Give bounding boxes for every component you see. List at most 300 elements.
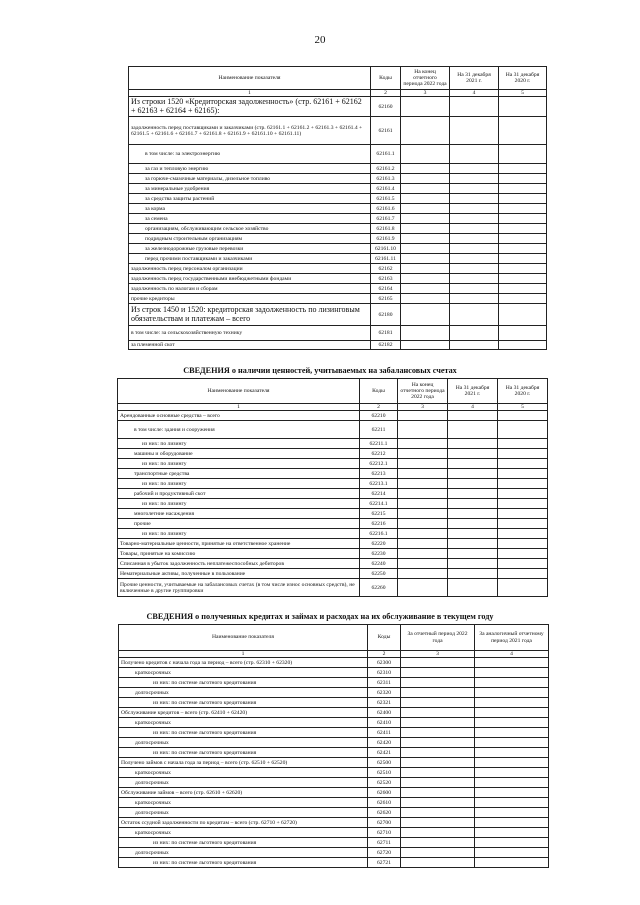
row-code: 62212 xyxy=(360,449,398,459)
value-cell xyxy=(499,254,547,264)
value-cell xyxy=(450,254,499,264)
value-cell xyxy=(475,678,549,688)
value-cell xyxy=(498,519,548,529)
value-cell xyxy=(401,688,475,698)
row-label: Арендованные основные средства – всего xyxy=(118,411,360,421)
row-code: 62420 xyxy=(368,738,401,748)
col-num-1: 1 xyxy=(119,651,368,658)
value-cell xyxy=(401,294,450,304)
row-code: 62260 xyxy=(360,579,398,597)
table-row xyxy=(129,194,547,204)
value-cell xyxy=(498,411,548,421)
value-cell xyxy=(398,411,448,421)
row-label: долгосрочных xyxy=(119,808,368,818)
table-row xyxy=(118,411,548,421)
header-period-2021: За аналогичный отчетному период 2021 года xyxy=(475,625,549,651)
value-cell xyxy=(475,658,549,668)
value-cell xyxy=(448,499,498,509)
row-code: 62311 xyxy=(368,678,401,688)
value-cell xyxy=(450,244,499,254)
value-cell xyxy=(401,97,450,117)
table-row xyxy=(129,284,547,294)
value-cell xyxy=(498,549,548,559)
value-cell xyxy=(448,529,498,539)
off-balance-title: СВЕДЕНИЯ о наличии ценностей, учитываемых на забалансовых счетах xyxy=(183,366,457,375)
value-cell xyxy=(398,549,448,559)
value-cell xyxy=(448,569,498,579)
row-label: машины и оборудование xyxy=(118,449,360,459)
table-row xyxy=(119,818,549,828)
value-cell xyxy=(498,509,548,519)
value-cell xyxy=(475,808,549,818)
value-cell xyxy=(450,224,499,234)
row-code: 62400 xyxy=(368,708,401,718)
value-cell xyxy=(448,469,498,479)
value-cell xyxy=(475,738,549,748)
row-code: 62164 xyxy=(371,284,401,294)
row-label: долгосрочных xyxy=(119,778,368,788)
row-label: за газ и тепловую энергию xyxy=(129,164,371,174)
value-cell xyxy=(450,194,499,204)
row-code: 62510 xyxy=(368,768,401,778)
table-row xyxy=(118,449,548,459)
col-num-2: 2 xyxy=(360,404,398,411)
value-cell xyxy=(398,519,448,529)
value-cell xyxy=(498,421,548,439)
value-cell xyxy=(398,489,448,499)
header-period-2022: За отчетный период 2022 года xyxy=(401,625,475,651)
value-cell xyxy=(401,768,475,778)
table-row xyxy=(129,294,547,304)
col-num-3: 3 xyxy=(401,651,475,658)
value-cell xyxy=(450,164,499,174)
header-dec-2020: На 31 декабря 2020 г. xyxy=(499,67,547,90)
table-row xyxy=(129,204,547,214)
row-label: организациям, обслуживающим сельское хозяйство xyxy=(129,224,371,234)
table-row xyxy=(129,254,547,264)
table-row xyxy=(118,559,548,569)
row-label: транспортные средства xyxy=(118,469,360,479)
value-cell xyxy=(398,469,448,479)
table-row xyxy=(118,509,548,519)
value-cell xyxy=(475,748,549,758)
table-row xyxy=(119,728,549,738)
row-code: 62720 xyxy=(368,848,401,858)
value-cell xyxy=(499,145,547,164)
value-cell xyxy=(498,479,548,489)
row-label: Нематериальные активы, полученные в пользование xyxy=(118,569,360,579)
col-num-4: 4 xyxy=(450,90,499,97)
row-label: Из строк 1450 и 1520: кредиторская задолженность по лизинговым обязательствам и платежам – всего xyxy=(129,304,371,326)
row-label: в том числе: здания и сооружения xyxy=(118,421,360,439)
col-num-2: 2 xyxy=(371,90,401,97)
value-cell xyxy=(475,788,549,798)
table-row xyxy=(119,708,549,718)
value-cell xyxy=(498,439,548,449)
row-label: из них: по лизингу xyxy=(118,439,360,449)
table-row xyxy=(129,274,547,284)
value-cell xyxy=(475,698,549,708)
value-cell xyxy=(448,439,498,449)
header-name: Наименование показателя xyxy=(119,625,368,651)
row-code: 62161.3 xyxy=(371,174,401,184)
row-label: краткосрочных xyxy=(119,828,368,838)
value-cell xyxy=(475,798,549,808)
value-cell xyxy=(401,145,450,164)
row-label: из них: по системе льготного кредитования xyxy=(119,678,368,688)
value-cell xyxy=(498,569,548,579)
value-cell xyxy=(448,579,498,597)
value-cell xyxy=(401,174,450,184)
value-cell xyxy=(475,768,549,778)
table-row xyxy=(119,658,549,668)
col-num-5: 5 xyxy=(499,90,547,97)
value-cell xyxy=(401,838,475,848)
value-cell xyxy=(475,848,549,858)
table-row xyxy=(129,184,547,194)
value-cell xyxy=(499,184,547,194)
row-label: задолженность перед персоналом организации xyxy=(129,264,371,274)
value-cell xyxy=(401,224,450,234)
row-code: 62161.8 xyxy=(371,224,401,234)
row-label: прочие xyxy=(118,519,360,529)
value-cell xyxy=(398,579,448,597)
value-cell xyxy=(398,569,448,579)
accounts-payable-table xyxy=(128,66,547,350)
table-row xyxy=(129,145,547,164)
value-cell xyxy=(401,848,475,858)
table-row xyxy=(119,688,549,698)
value-cell xyxy=(499,164,547,174)
value-cell xyxy=(499,117,547,145)
row-code: 62182 xyxy=(371,341,401,350)
value-cell xyxy=(448,479,498,489)
row-code: 62710 xyxy=(368,828,401,838)
row-label: прочие кредиторы xyxy=(129,294,371,304)
value-cell xyxy=(448,519,498,529)
value-cell xyxy=(499,214,547,224)
value-cell xyxy=(450,274,499,284)
value-cell xyxy=(498,459,548,469)
value-cell xyxy=(401,326,450,341)
value-cell xyxy=(499,304,547,326)
row-code: 62610 xyxy=(368,798,401,808)
value-cell xyxy=(398,449,448,459)
value-cell xyxy=(498,529,548,539)
value-cell xyxy=(475,708,549,718)
value-cell xyxy=(401,164,450,174)
column-number-row xyxy=(118,404,548,411)
col-num-2: 2 xyxy=(368,651,401,658)
table-row xyxy=(129,326,547,341)
table-row xyxy=(119,768,549,778)
value-cell xyxy=(475,718,549,728)
col-num-4: 4 xyxy=(475,651,549,658)
value-cell xyxy=(499,294,547,304)
table-row xyxy=(129,304,547,326)
value-cell xyxy=(450,294,499,304)
header-row xyxy=(119,625,549,651)
table-row xyxy=(119,778,549,788)
row-code: 62211.1 xyxy=(360,439,398,449)
row-label: подрядным строительным организациям xyxy=(129,234,371,244)
value-cell xyxy=(450,264,499,274)
value-cell xyxy=(498,499,548,509)
value-cell xyxy=(475,668,549,678)
row-code: 62161.7 xyxy=(371,214,401,224)
row-code: 62211 xyxy=(360,421,398,439)
header-name: Наименование показателя xyxy=(129,67,371,90)
row-label: из них: по лизингу xyxy=(118,529,360,539)
table-row xyxy=(129,264,547,274)
table-row xyxy=(118,529,548,539)
row-label: Получено займов с начала года за период – всего (стр. 62510 + 62520) xyxy=(119,758,368,768)
value-cell xyxy=(401,808,475,818)
row-code: 62216 xyxy=(360,519,398,529)
table-row xyxy=(129,341,547,350)
row-label: краткосрочных xyxy=(119,718,368,728)
table-row xyxy=(119,798,549,808)
value-cell xyxy=(499,204,547,214)
table-row xyxy=(118,439,548,449)
row-label: задолженность перед поставщиками и заказчиками (стр. 62161.1 + 62161.2 + 62161.3 + 62161.4 + 62161.5 + 62161.6 + 62161.7 + 62161.8 + 62161.9 + 62161.10 + 62161.11) xyxy=(129,117,371,145)
row-label: Списанная в убыток задолженность неплатежеспособных дебиторов xyxy=(118,559,360,569)
col-num-4: 4 xyxy=(448,404,498,411)
row-code: 62214.1 xyxy=(360,499,398,509)
value-cell xyxy=(450,204,499,214)
credits-loans-title: СВЕДЕНИЯ о полученных кредитах и займах и расходах на их обслуживание в текущем году xyxy=(146,612,494,621)
value-cell xyxy=(475,778,549,788)
header-codes: Коды xyxy=(371,67,401,90)
header-codes: Коды xyxy=(360,379,398,404)
row-code: 62215 xyxy=(360,509,398,519)
value-cell xyxy=(401,758,475,768)
header-period-end: На конец отчетного периода 2022 года xyxy=(398,379,448,404)
value-cell xyxy=(401,341,450,350)
value-cell xyxy=(450,184,499,194)
row-code: 62321 xyxy=(368,698,401,708)
row-label: Прочие ценности, учитываемые на забалансовых счетах (в том числе износ основных средств), не включенные в другие группировки xyxy=(118,579,360,597)
col-num-3: 3 xyxy=(398,404,448,411)
header-row xyxy=(129,67,547,90)
row-code: 62214 xyxy=(360,489,398,499)
value-cell xyxy=(498,469,548,479)
table-row xyxy=(129,244,547,254)
col-num-5: 5 xyxy=(498,404,548,411)
value-cell xyxy=(499,97,547,117)
row-code: 62213.1 xyxy=(360,479,398,489)
header-name: Наименование показателя xyxy=(118,379,360,404)
table-row xyxy=(118,499,548,509)
row-code: 62161.11 xyxy=(371,254,401,264)
value-cell xyxy=(401,264,450,274)
value-cell xyxy=(450,117,499,145)
value-cell xyxy=(499,194,547,204)
table-row xyxy=(118,519,548,529)
value-cell xyxy=(475,838,549,848)
col-num-1: 1 xyxy=(118,404,360,411)
value-cell xyxy=(450,214,499,224)
value-cell xyxy=(499,326,547,341)
row-code: 62421 xyxy=(368,748,401,758)
row-label: рабочий и продуктивный скот xyxy=(118,489,360,499)
row-code: 62180 xyxy=(371,304,401,326)
row-label: из них: по системе льготного кредитования xyxy=(119,748,368,758)
row-label: Из строки 1520 «Кредиторская задолженность» (стр. 62161 + 62162 + 62163 + 62164 + 62165): xyxy=(129,97,371,117)
table-row xyxy=(119,668,549,678)
row-label: из них: по системе льготного кредитования xyxy=(119,858,368,868)
value-cell xyxy=(475,828,549,838)
row-code: 62161 xyxy=(371,117,401,145)
table-row xyxy=(119,858,549,868)
row-code: 62161.2 xyxy=(371,164,401,174)
row-code: 62163 xyxy=(371,274,401,284)
row-label: Остаток ссудной задолженности по кредитам – всего (стр. 62710 + 62720) xyxy=(119,818,368,828)
value-cell xyxy=(448,549,498,559)
header-dec-2021: На 31 декабря 2021 г. xyxy=(448,379,498,404)
row-code: 62411 xyxy=(368,728,401,738)
row-label: за минеральные удобрения xyxy=(129,184,371,194)
row-code: 62500 xyxy=(368,758,401,768)
row-code: 62600 xyxy=(368,788,401,798)
row-code: 62216.1 xyxy=(360,529,398,539)
value-cell xyxy=(401,828,475,838)
row-code: 62240 xyxy=(360,559,398,569)
value-cell xyxy=(401,708,475,718)
col-num-3: 3 xyxy=(401,90,450,97)
row-label: краткосрочных xyxy=(119,668,368,678)
row-code: 62320 xyxy=(368,688,401,698)
value-cell xyxy=(475,728,549,738)
value-cell xyxy=(450,341,499,350)
value-cell xyxy=(448,421,498,439)
table-row xyxy=(119,678,549,688)
value-cell xyxy=(499,234,547,244)
header-codes: Коды xyxy=(368,625,401,651)
table-row xyxy=(129,224,547,234)
value-cell xyxy=(448,509,498,519)
table-row xyxy=(119,738,549,748)
value-cell xyxy=(401,778,475,788)
row-code: 62181 xyxy=(371,326,401,341)
table-row xyxy=(118,459,548,469)
value-cell xyxy=(401,254,450,264)
value-cell xyxy=(398,539,448,549)
row-code: 62300 xyxy=(368,658,401,668)
header-dec-2020: На 31 декабря 2020 г. xyxy=(498,379,548,404)
table-row xyxy=(119,838,549,848)
value-cell xyxy=(398,439,448,449)
row-code: 62250 xyxy=(360,569,398,579)
row-code: 62162 xyxy=(371,264,401,274)
value-cell xyxy=(498,579,548,597)
row-label: за семена xyxy=(129,214,371,224)
value-cell xyxy=(401,214,450,224)
row-code: 62161.6 xyxy=(371,204,401,214)
table-row xyxy=(129,234,547,244)
value-cell xyxy=(401,668,475,678)
row-label: Товары, принятые на комиссию xyxy=(118,549,360,559)
table-row xyxy=(118,469,548,479)
table-row xyxy=(119,848,549,858)
value-cell xyxy=(398,479,448,489)
value-cell xyxy=(401,244,450,254)
value-cell xyxy=(398,509,448,519)
value-cell xyxy=(401,678,475,688)
header-row xyxy=(118,379,548,404)
row-label: краткосрочных xyxy=(119,798,368,808)
value-cell xyxy=(448,449,498,459)
table-row xyxy=(118,569,548,579)
table-row xyxy=(129,117,547,145)
table-row xyxy=(119,788,549,798)
value-cell xyxy=(448,411,498,421)
row-label: задолженность по налогам и сборам xyxy=(129,284,371,294)
row-code: 62213 xyxy=(360,469,398,479)
value-cell xyxy=(401,304,450,326)
row-code: 62161.9 xyxy=(371,234,401,244)
table-row xyxy=(118,579,548,597)
row-label: из них: по системе льготного кредитования xyxy=(119,698,368,708)
row-code: 62161.1 xyxy=(371,145,401,164)
row-code: 62721 xyxy=(368,858,401,868)
value-cell xyxy=(499,264,547,274)
value-cell xyxy=(499,244,547,254)
value-cell xyxy=(499,274,547,284)
row-label: за железнодорожные грузовые перевозки xyxy=(129,244,371,254)
table-row xyxy=(119,808,549,818)
value-cell xyxy=(398,559,448,569)
value-cell xyxy=(401,284,450,294)
value-cell xyxy=(401,788,475,798)
value-cell xyxy=(398,459,448,469)
row-code: 62700 xyxy=(368,818,401,828)
value-cell xyxy=(450,174,499,184)
credits-loans-table xyxy=(118,624,549,868)
value-cell xyxy=(450,304,499,326)
table-row xyxy=(119,748,549,758)
row-label: Обслуживание займов – всего (стр. 62610 + 62620) xyxy=(119,788,368,798)
row-code: 62410 xyxy=(368,718,401,728)
row-code: 62165 xyxy=(371,294,401,304)
value-cell xyxy=(401,117,450,145)
row-label: за средства защиты растений xyxy=(129,194,371,204)
row-code: 62620 xyxy=(368,808,401,818)
row-label: в том числе: за электроэнергию xyxy=(129,145,371,164)
value-cell xyxy=(475,758,549,768)
table-row xyxy=(118,421,548,439)
row-label: в том числе: за сельскохозяйственную технику xyxy=(129,326,371,341)
row-code: 62230 xyxy=(360,549,398,559)
value-cell xyxy=(450,145,499,164)
row-label: из них: по системе льготного кредитования xyxy=(119,838,368,848)
value-cell xyxy=(499,224,547,234)
value-cell xyxy=(499,284,547,294)
row-code: 62711 xyxy=(368,838,401,848)
value-cell xyxy=(499,341,547,350)
value-cell xyxy=(499,174,547,184)
row-code: 62220 xyxy=(360,539,398,549)
row-label: долгосрочных xyxy=(119,848,368,858)
value-cell xyxy=(398,421,448,439)
row-label: задолженность перед государственными внебюджетными фондами xyxy=(129,274,371,284)
table-row xyxy=(118,549,548,559)
page-number: 20 xyxy=(314,34,326,46)
row-label: Обслуживание кредитов – всего (стр. 62410 + 62420) xyxy=(119,708,368,718)
value-cell xyxy=(450,326,499,341)
table-row xyxy=(129,214,547,224)
header-period-end: На конец отчетного периода 2022 года xyxy=(401,67,450,90)
